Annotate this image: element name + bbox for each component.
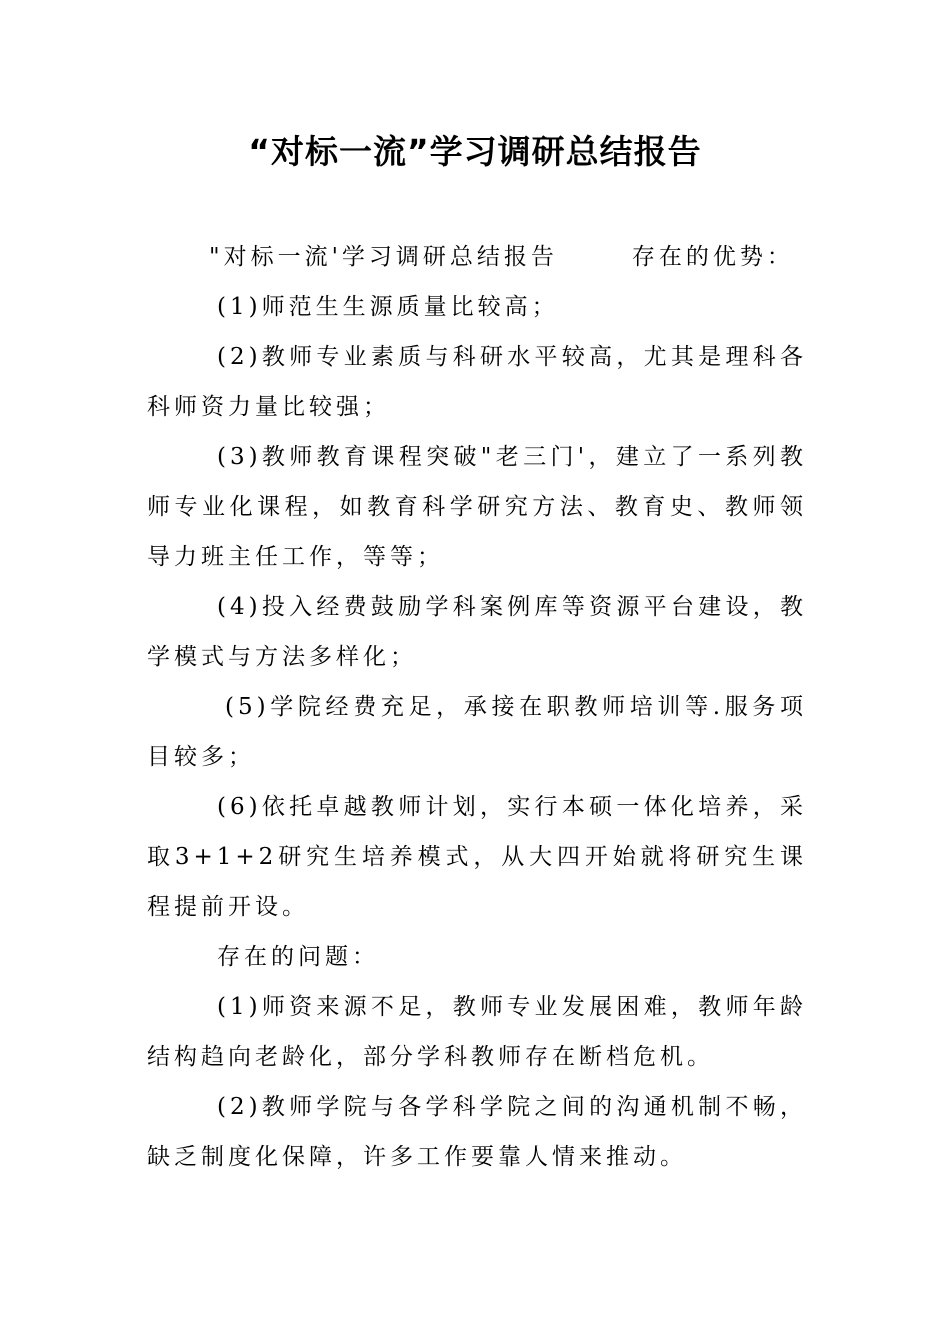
paragraph-advantage-5: (5)学院经费充足，承接在职教师培训等.服务项目较多； bbox=[147, 694, 807, 770]
paragraph-advantage-1: (1)师范生生源质量比较高； bbox=[217, 294, 559, 320]
intro-heading-right: 存在的优势： bbox=[631, 244, 794, 270]
problems-heading: 存在的问题： bbox=[217, 944, 379, 970]
paragraph-problem-2: (2)教师学院与各学科学院之间的沟通机制不畅，缺乏制度化保障，许多工作要靠人情来推动。 bbox=[147, 1094, 807, 1170]
document-title: “对标一流”学习调研总结报告 bbox=[248, 132, 702, 171]
intro-heading-left: "对标一流'学习调研总结报告 bbox=[209, 244, 558, 270]
paragraph-problem-1: (1)师资来源不足，教师专业发展困难，教师年龄结构趋向老龄化，部分学科教师存在断档危机。 bbox=[147, 994, 807, 1070]
paragraph-advantage-4: (4)投入经费鼓励学科案例库等资源平台建设，教学模式与方法多样化； bbox=[147, 594, 807, 670]
document-body bbox=[147, 232, 807, 1182]
paragraph-advantage-6: (6)依托卓越教师计划，实行本硕一体化培养，采取3+1+2研究生培养模式，从大四开始就将研究生课程提前开设。 bbox=[147, 794, 807, 920]
paragraph-advantage-2: (2)教师专业素质与科研水平较高，尤其是理科各科师资力量比较强； bbox=[147, 344, 807, 420]
paragraph-advantage-3: (3)教师教育课程突破"老三门'，建立了一系列教师专业化课程，如教育科学研究方法、教育史、教师领导力班主任工作，等等； bbox=[147, 444, 807, 570]
intro-paragraph bbox=[147, 232, 807, 282]
